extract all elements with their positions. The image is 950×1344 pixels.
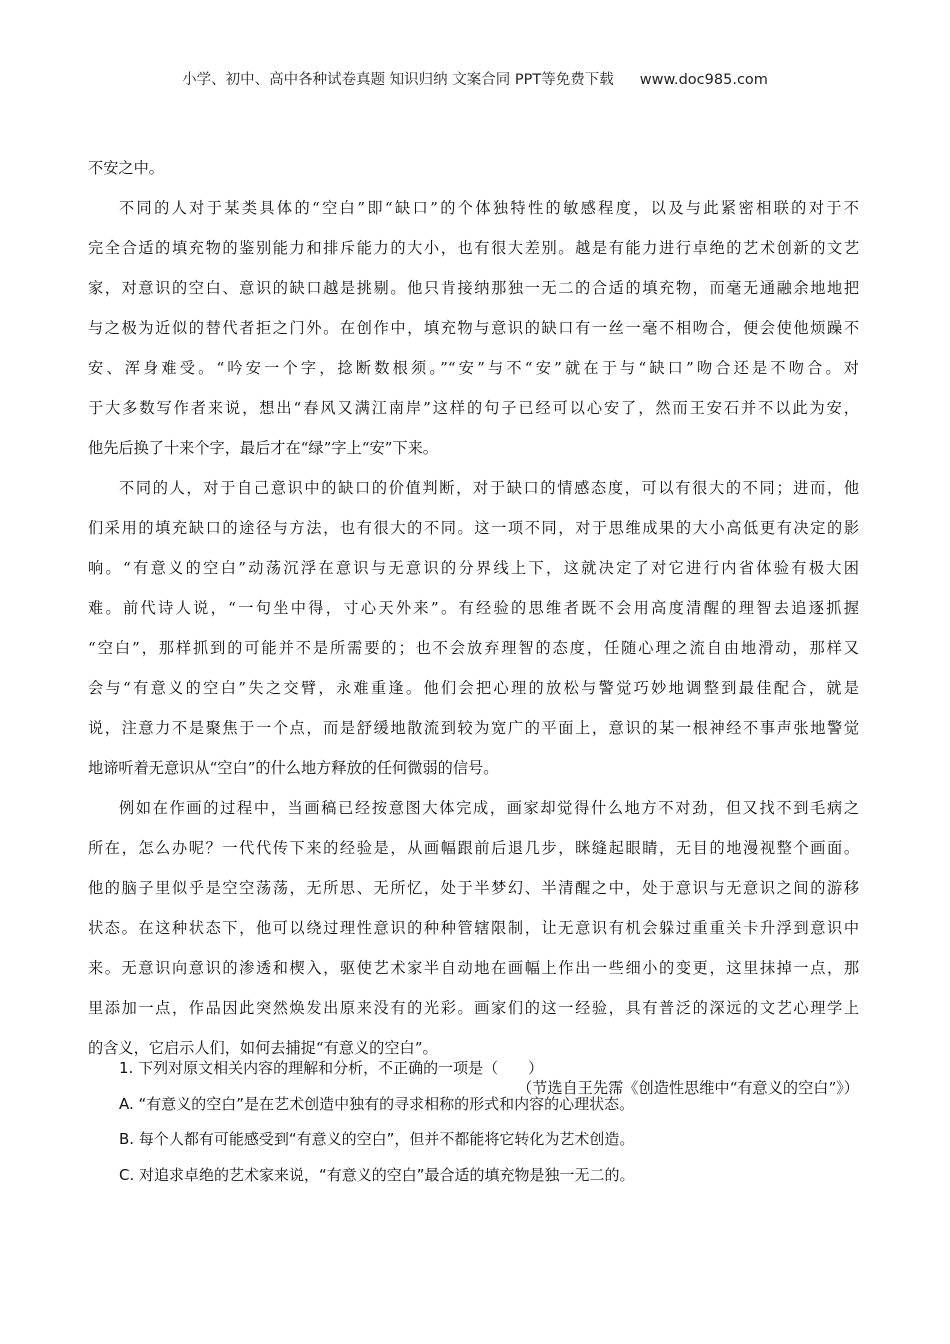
article-line: 来。无意识向意识的渗透和楔入，驱使艺术家半自动地在画幅上作出一些细小的变更，这里抹掉一点，那 bbox=[88, 959, 859, 977]
article-source: （节选自王先霈《创造性思维中“有意义的空白”》） bbox=[516, 1079, 859, 1097]
article-line: 状态。在这种状态下，他可以绕过理性意识的种种管辖限制，让无意识有机会躲过重重关卡升浮到意识中 bbox=[88, 919, 859, 937]
question-section bbox=[119, 1051, 859, 1193]
article-line: 他的脑子里似乎是空空荡荡，无所思、无所忆，处于半梦幻、半清醒之中，处于意识与无意识之间的游移 bbox=[88, 879, 859, 897]
page-header bbox=[0, 68, 950, 89]
article-line: 例如在作画的过程中，当画稿已经按意图大体完成，画家却觉得什么地方不对劲，但又找不到毛病之 bbox=[119, 799, 859, 817]
article-line: 说，注意力不是聚焦于一个点，而是舒缓地散流到较为宽广的平面上，意识的某一根神经不事声张地警觉 bbox=[88, 719, 859, 737]
article-line: 响。“有意义的空白”动荡沉浮在意识与无意识的分界线上下，这就决定了对它进行内省体验有极大困 bbox=[88, 559, 859, 577]
article-body bbox=[88, 148, 859, 1108]
article-line: “空白”，那样抓到的可能并不是所需要的；也不会放弃理智的态度，任随心理之流自由地滑动，那样又 bbox=[88, 639, 859, 657]
option-c: C. 对追求卓绝的艺术家来说，“有意义的空白”最合适的填充物是独一无二的。 bbox=[119, 1165, 635, 1184]
article-line: 不同的人，对于自己意识中的缺口的价值判断，对于缺口的情感态度，可以有很大的不同；进而，他 bbox=[119, 479, 859, 497]
article-line: 难。前代诗人说，“一句坐中得，寸心天外来”。有经验的思维者既不会用高度清醒的理智去追逐抓握 bbox=[88, 599, 859, 617]
article-line: 不安之中。 bbox=[88, 159, 164, 177]
article-line: 们采用的填充缺口的途径与方法，也有很大的不同。这一项不同，对于思维成果的大小高低更有决定的影 bbox=[88, 519, 859, 537]
article-line: 于大多数写作者来说，想出“春风又满江南岸”这样的句子已经可以心安了，然而王安石并不以此为安， bbox=[88, 399, 859, 417]
article-line: 不同的人对于某类具体的“空白”即“缺口”的个体独特性的敏感程度，以及与此紧密相联的对于不 bbox=[119, 199, 859, 217]
article-line: 的含义，它启示人们，如何去捕捉“有意义的空白”。 bbox=[88, 1039, 438, 1057]
header-site-link[interactable]: www.doc985.com bbox=[639, 72, 768, 88]
article-line: 他先后换了十来个字，最后才在“绿”字上“安”下来。 bbox=[88, 439, 438, 457]
article-line: 完全合适的填充物的鉴别能力和排斥能力的大小，也有很大差别。越是有能力进行卓绝的艺术创新的文艺 bbox=[88, 239, 859, 257]
article-line: 家，对意识的空白、意识的缺口越是挑剔。他只肯接纳那独一无二的合适的填充物，而毫无通融余地地把 bbox=[88, 279, 859, 297]
article-line: 与之极为近似的替代者拒之门外。在创作中，填充物与意识的缺口有一丝一毫不相吻合，便会使他烦躁不 bbox=[88, 319, 859, 337]
article-line: 地谛听着无意识从“空白”的什么地方释放的任何微弱的信号。 bbox=[88, 759, 499, 777]
article-line: 所在，怎么办呢？一代代传下来的经验是，从画幅跟前后退几步，眯缝起眼睛，无目的地漫视整个画面。 bbox=[88, 839, 859, 857]
article-line: 会与“有意义的空白”失之交臂，永难重逢。他们会把心理的放松与警觉巧妙地调整到最佳配合，就是 bbox=[88, 679, 859, 697]
article-line: 安、浑身难受。“吟安一个字，捻断数根须。”“安”与不“安”就在于与“缺口”吻合还是不吻合。对 bbox=[88, 359, 859, 377]
header-text: 小学、初中、高中各种试卷真题 知识归纳 文案合同 PPT等免费下载 bbox=[182, 72, 614, 88]
option-b: B. 每个人都有可能感受到“有意义的空白”，但并不都能将它转化为艺术创造。 bbox=[119, 1130, 635, 1148]
question-1-stem: 1. 下列对原文相关内容的理解和分析，不正确的一项是（ ） bbox=[119, 1059, 544, 1077]
article-line: 里添加一点，作品因此突然焕发出原来没有的光彩。画家们的这一经验，具有普泛的深远的文艺心理学上 bbox=[88, 999, 859, 1017]
option-a: A. “有意义的空白”是在艺术创造中独有的寻求相称的形式和内容的心理状态。 bbox=[119, 1094, 635, 1113]
